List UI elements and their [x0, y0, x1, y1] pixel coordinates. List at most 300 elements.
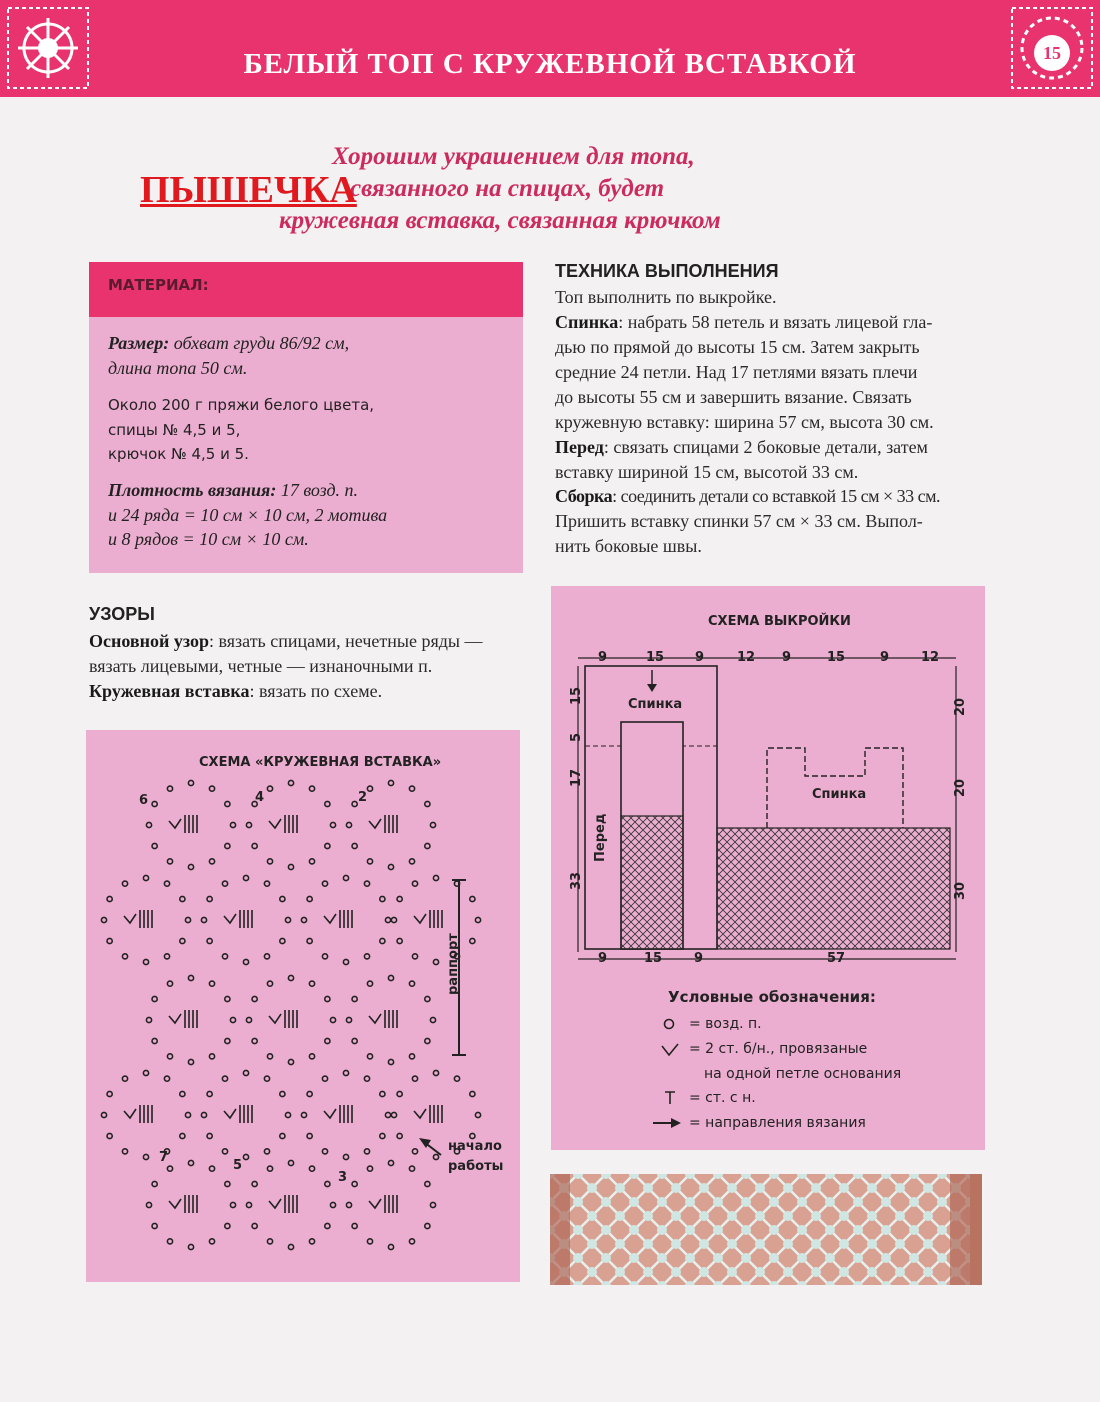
chain-stitch — [107, 1133, 112, 1138]
chain-stitch — [143, 959, 148, 964]
legend-item-dc: = ст. с н. — [689, 1090, 756, 1106]
technique-line-1: Топ выполнить по выкройке. — [555, 287, 777, 307]
chain-stitch — [433, 959, 438, 964]
chain-stitch — [391, 917, 396, 922]
chain-stitch — [470, 896, 475, 901]
chain-stitch — [152, 1181, 157, 1186]
chain-stitch — [180, 1091, 185, 1096]
chain-stitch — [409, 786, 414, 791]
chain-stitch — [209, 1239, 214, 1244]
right-dim: 20 — [953, 697, 968, 716]
chain-stitch — [367, 786, 372, 791]
chain-stitch — [470, 1133, 475, 1138]
chain-stitch — [188, 864, 193, 869]
chain-stitch — [267, 1166, 272, 1171]
technique-line-9 — [555, 486, 940, 507]
chain-stitch — [246, 1017, 251, 1022]
chain-stitch — [346, 822, 351, 827]
chain-stitch — [152, 801, 157, 806]
bottom-dim: 15 — [644, 951, 663, 966]
chain-stitch — [280, 896, 285, 901]
legend-item-sc: = 2 ст. б/н., провязаные — [689, 1041, 868, 1057]
right-dim: 30 — [953, 881, 968, 900]
chain-stitch — [285, 1112, 290, 1117]
material-density-2: и 24 ряда = 10 см × 10 см, 2 мотива — [108, 505, 388, 525]
chain-stitch — [352, 1181, 357, 1186]
chain-stitch — [388, 1244, 393, 1249]
patterns-title: УЗОРЫ — [89, 604, 155, 624]
chain-stitch — [285, 917, 290, 922]
chain-stitch — [364, 881, 369, 886]
top-dim: 9 — [598, 650, 608, 665]
chain-stitch — [325, 801, 330, 806]
left-dim: 15 — [569, 686, 584, 705]
chain-stitch — [380, 1133, 385, 1138]
left-dim: 33 — [569, 871, 584, 890]
chain-stitch — [188, 1244, 193, 1249]
chain-stitch — [288, 975, 293, 980]
chain-stitch — [322, 954, 327, 959]
chain-stitch — [225, 843, 230, 848]
lace-label: Кружевная вставка — [89, 681, 250, 701]
left-dim: 5 — [569, 732, 584, 742]
technique-line-11: нить боковые швы. — [555, 536, 702, 556]
chain-stitch — [343, 875, 348, 880]
chain-stitch — [143, 1154, 148, 1159]
chain-stitch — [388, 864, 393, 869]
chain-stitch — [325, 996, 330, 1001]
top-dim: 9 — [695, 650, 705, 665]
chain-stitch — [391, 1112, 396, 1117]
chain-stitch — [475, 1112, 480, 1117]
front-label: Перед — [555, 437, 604, 457]
technique-line-5: до высоты 55 см и завершить вязание. Связать — [555, 387, 912, 407]
chain-stitch — [454, 1076, 459, 1081]
chain-stitch — [146, 822, 151, 827]
chain-stitch — [152, 1223, 157, 1228]
density-label: Плотность вязания: — [108, 480, 277, 500]
pattern-scheme-title: СХЕМА ВЫКРОЙКИ — [708, 614, 851, 629]
top-dim: 9 — [782, 650, 792, 665]
technique-line-2 — [555, 312, 932, 333]
chain-stitch — [288, 780, 293, 785]
chain-stitch — [425, 1223, 430, 1228]
sc-symbol — [414, 1109, 426, 1118]
lace-chart-diagram — [86, 730, 520, 1282]
sc-symbol — [124, 914, 136, 923]
chain-stitch — [222, 954, 227, 959]
chain-stitch — [209, 1166, 214, 1171]
chain-stitch — [430, 822, 435, 827]
chain-stitch — [330, 1017, 335, 1022]
patterns-main-line1 — [89, 631, 483, 652]
chain-stitch — [201, 1112, 206, 1117]
technique-line-3: дью по прямой до высоты 15 см. Затем закрыть — [555, 337, 920, 357]
chain-stitch — [225, 1181, 230, 1186]
bottom-dim: 9 — [598, 951, 608, 966]
sc-symbol — [269, 819, 281, 828]
chain-stitch — [330, 1202, 335, 1207]
chain-stitch — [207, 896, 212, 901]
chain-stitch — [267, 786, 272, 791]
chain-stitch — [164, 954, 169, 959]
patterns-lace-line — [89, 681, 382, 702]
chain-stitch — [201, 917, 206, 922]
chain-stitch — [352, 843, 357, 848]
chain-stitch — [164, 881, 169, 886]
legend-title: Условные обозначения: — [668, 988, 876, 1006]
chain-stitch — [243, 1154, 248, 1159]
chain-stitch — [122, 954, 127, 959]
chain-stitch — [352, 801, 357, 806]
intro-line-2: связанного на спицах, будет — [350, 175, 665, 202]
chain-stitch — [188, 780, 193, 785]
start-label-2: работы — [448, 1159, 504, 1174]
size-label: Размер: — [108, 333, 170, 353]
chain-stitch — [146, 1017, 151, 1022]
chain-stitch — [309, 1239, 314, 1244]
chain-stitch — [325, 1038, 330, 1043]
chain-stitch — [225, 1038, 230, 1043]
chain-stitch — [209, 1054, 214, 1059]
chain-stitch — [225, 801, 230, 806]
chain-stitch — [188, 975, 193, 980]
chain-stitch — [122, 1076, 127, 1081]
chain-stitch — [267, 1239, 272, 1244]
chain-stitch — [222, 881, 227, 886]
chain-stitch — [309, 1166, 314, 1171]
chain-stitch — [301, 1112, 306, 1117]
chain-stitch — [222, 1149, 227, 1154]
chain-stitch — [280, 1091, 285, 1096]
chain-stitch — [143, 875, 148, 880]
chain-stitch — [152, 843, 157, 848]
row-number: 3 — [338, 1170, 348, 1185]
chain-stitch — [388, 780, 393, 785]
technique-line-6: кружевную вставку: ширина 57 см, высота 30 см. — [555, 412, 934, 432]
technique-line-10: Пришить вставку спинки 57 см × 33 см. Выпол- — [555, 511, 923, 531]
label-back-top: Спинка — [628, 697, 683, 712]
chain-stitch — [230, 1017, 235, 1022]
sc-symbol — [269, 1199, 281, 1208]
sc-symbol — [169, 819, 181, 828]
right-dim: 20 — [953, 778, 968, 797]
chain-stitch — [122, 1149, 127, 1154]
start-label-1: начало — [448, 1139, 502, 1154]
left-dim: 17 — [569, 768, 584, 787]
chain-stitch — [330, 822, 335, 827]
chain-stitch — [252, 996, 257, 1001]
chain-stitch — [301, 917, 306, 922]
legend-item-direction: = направления вязания — [689, 1115, 866, 1131]
row-number: 6 — [139, 793, 149, 808]
chain-stitch — [425, 843, 430, 848]
intro-line-3: кружевная вставка, связанная крючком — [279, 207, 721, 234]
chain-stitch — [267, 859, 272, 864]
chain-stitch — [167, 786, 172, 791]
chain-stitch — [167, 1166, 172, 1171]
chain-stitch — [288, 1160, 293, 1165]
chain-stitch — [397, 1133, 402, 1138]
bottom-dim: 57 — [827, 951, 846, 966]
chain-stitch — [107, 896, 112, 901]
chain-stitch — [222, 1076, 227, 1081]
chain-stitch — [307, 1133, 312, 1138]
chain-stitch — [309, 1054, 314, 1059]
chain-stitch — [409, 859, 414, 864]
chain-stitch — [409, 1166, 414, 1171]
back-label: Спинка — [555, 312, 619, 332]
chain-stitch — [209, 786, 214, 791]
chain-stitch — [264, 881, 269, 886]
chain-stitch — [107, 938, 112, 943]
chain-stitch — [280, 938, 285, 943]
sc-symbol — [224, 914, 236, 923]
sc-symbol — [269, 1014, 281, 1023]
chain-stitch — [101, 1112, 106, 1117]
chain-stitch — [388, 975, 393, 980]
chain-stitch — [433, 1070, 438, 1075]
chain-stitch — [180, 896, 185, 901]
chain-stitch — [288, 864, 293, 869]
chain-stitch — [146, 1202, 151, 1207]
technique-line-4: средние 24 петли. Над 17 петлями вязать плечи — [555, 362, 918, 382]
chain-stitch — [167, 1054, 172, 1059]
label-front: Перед — [593, 813, 608, 862]
density-value: 17 возд. п. — [280, 480, 359, 500]
chain-stitch — [143, 1070, 148, 1075]
chain-stitch — [107, 1091, 112, 1096]
chain-stitch — [252, 1181, 257, 1186]
top-dim: 9 — [880, 650, 890, 665]
row-number: 2 — [358, 790, 368, 805]
chain-stitch — [322, 1076, 327, 1081]
row-number: 4 — [255, 790, 265, 805]
chain-stitch — [433, 875, 438, 880]
sc-symbol — [414, 914, 426, 923]
chain-stitch — [152, 1038, 157, 1043]
chain-stitch — [425, 1181, 430, 1186]
chain-stitch — [307, 896, 312, 901]
chain-stitch — [409, 1054, 414, 1059]
lace-photo — [550, 1174, 982, 1285]
chain-stitch — [164, 1076, 169, 1081]
chain-stitch — [180, 1133, 185, 1138]
chain-stitch — [185, 917, 190, 922]
page-number: 15 — [1034, 35, 1070, 71]
top-dim: 12 — [921, 650, 940, 665]
chain-stitch — [346, 1202, 351, 1207]
chain-stitch — [380, 938, 385, 943]
chain-stitch — [397, 896, 402, 901]
top-dim: 15 — [827, 650, 846, 665]
material-size — [108, 333, 349, 354]
chain-stitch — [388, 1160, 393, 1165]
chain-stitch — [380, 896, 385, 901]
chain-stitch — [325, 843, 330, 848]
chain-stitch — [101, 917, 106, 922]
row-number: 5 — [233, 1158, 243, 1173]
chain-stitch — [225, 996, 230, 1001]
chain-stitch — [243, 1070, 248, 1075]
chain-stitch — [430, 1202, 435, 1207]
chain-stitch — [252, 1223, 257, 1228]
assembly-label: Сборка — [555, 486, 613, 506]
chain-stitch — [409, 1239, 414, 1244]
chain-stitch — [252, 843, 257, 848]
lace-chart-title: СХЕМА «КРУЖЕВНАЯ ВСТАВКА» — [199, 755, 442, 770]
chain-stitch — [267, 981, 272, 986]
chain-stitch — [322, 881, 327, 886]
chain-stitch — [288, 1059, 293, 1064]
chain-stitch — [230, 822, 235, 827]
chain-stitch — [352, 1038, 357, 1043]
lace-text: : вязать по схеме. — [249, 681, 383, 701]
chain-stitch — [264, 954, 269, 959]
chain-stitch — [207, 1133, 212, 1138]
material-yarn-3: крючок № 4,5 и 5. — [108, 445, 249, 463]
sc-symbol — [369, 819, 381, 828]
chain-stitch — [352, 996, 357, 1001]
page-title: БЕЛЫЙ ТОП С КРУЖЕВНОЙ ВСТАВКОЙ — [243, 48, 857, 80]
chain-stitch — [470, 938, 475, 943]
watermark-stamp: ПЫШЕЧКА — [140, 169, 357, 211]
sc-symbol — [324, 914, 336, 923]
chain-stitch — [167, 859, 172, 864]
chain-stitch — [475, 917, 480, 922]
chain-stitch — [180, 938, 185, 943]
chain-stitch — [409, 981, 414, 986]
top-dim: 12 — [737, 650, 756, 665]
chain-stitch — [122, 881, 127, 886]
chain-stitch — [152, 996, 157, 1001]
technique-line-8: вставку шириной 15 см, высотой 33 см. — [555, 462, 859, 482]
size-value: обхват груди 86/92 см, — [173, 333, 350, 353]
chain-stitch — [367, 1239, 372, 1244]
main-pattern-label: Основной узор — [89, 631, 210, 651]
label-back-right: Спинка — [812, 787, 867, 802]
chain-stitch — [209, 981, 214, 986]
chain-stitch — [364, 1149, 369, 1154]
chain-stitch — [412, 1076, 417, 1081]
chain-stitch — [388, 1059, 393, 1064]
material-density-3: и 8 рядов = 10 см × 10 см. — [108, 529, 309, 549]
chain-stitch — [188, 1059, 193, 1064]
chain-stitch — [385, 917, 390, 922]
chain-stitch — [367, 859, 372, 864]
chain-stitch — [243, 959, 248, 964]
chain-stitch — [412, 1149, 417, 1154]
intro-line-1: Хорошим украшением для топа, — [332, 143, 695, 170]
chain-stitch — [307, 938, 312, 943]
patterns-main-line2: вязать лицевыми, четные — изнаночными п. — [89, 656, 433, 676]
chain-stitch — [185, 1112, 190, 1117]
technique-line-7 — [555, 437, 928, 458]
chain-stitch — [385, 1112, 390, 1117]
chain-stitch — [288, 1244, 293, 1249]
chain-stitch — [225, 1223, 230, 1228]
chain-stitch — [364, 1076, 369, 1081]
chain-stitch — [425, 801, 430, 806]
chain-stitch — [246, 822, 251, 827]
bottom-dim: 9 — [694, 951, 704, 966]
chain-stitch — [425, 1038, 430, 1043]
chain-stitch — [397, 1091, 402, 1096]
chain-stitch — [367, 1054, 372, 1059]
sc-symbol — [369, 1199, 381, 1208]
chain-stitch — [412, 954, 417, 959]
sc-symbol — [224, 1109, 236, 1118]
chain-stitch — [343, 1070, 348, 1075]
sc-symbol — [324, 1109, 336, 1118]
material-title: МАТЕРИАЛ: — [108, 276, 209, 294]
material-yarn-2: спицы № 4,5 и 5, — [108, 421, 241, 439]
chain-stitch — [367, 981, 372, 986]
chain-stitch — [243, 875, 248, 880]
chain-stitch — [264, 1076, 269, 1081]
chain-stitch — [380, 1091, 385, 1096]
chain-stitch — [346, 1017, 351, 1022]
chain-stitch — [364, 954, 369, 959]
chain-stitch — [280, 1133, 285, 1138]
chain-stitch — [309, 786, 314, 791]
chain-stitch — [352, 1223, 357, 1228]
chain-stitch — [246, 1202, 251, 1207]
chain-stitch — [309, 981, 314, 986]
sc-symbol — [169, 1014, 181, 1023]
material-density — [108, 480, 358, 501]
row-number: 7 — [159, 1150, 169, 1165]
chain-stitch — [343, 959, 348, 964]
chain-stitch — [425, 996, 430, 1001]
chain-stitch — [207, 938, 212, 943]
chain-stitch — [207, 1091, 212, 1096]
chain-stitch — [188, 1160, 193, 1165]
legend-item-sc-2: на одной петле основания — [704, 1066, 902, 1082]
material-size-line2: длина топа 50 см. — [108, 358, 248, 378]
material-yarn-1: Около 200 г пряжи белого цвета, — [108, 396, 375, 414]
chain-stitch — [267, 1054, 272, 1059]
chain-stitch — [209, 859, 214, 864]
sc-symbol — [169, 1199, 181, 1208]
chain-stitch — [325, 1223, 330, 1228]
repeat-label: раппорт — [446, 933, 461, 995]
chain-stitch — [264, 1149, 269, 1154]
sc-symbol — [369, 1014, 381, 1023]
chain-stitch — [433, 1154, 438, 1159]
chain-stitch — [167, 1239, 172, 1244]
chain-stitch — [412, 881, 417, 886]
chain-stitch — [367, 1166, 372, 1171]
chain-stitch — [309, 859, 314, 864]
technique-assembly-text: : соединить детали со вставкой 15 см × 33 см. — [612, 486, 941, 506]
chain-stitch — [397, 938, 402, 943]
chain-stitch — [252, 1038, 257, 1043]
chain-stitch — [167, 981, 172, 986]
chain-stitch — [430, 1017, 435, 1022]
sc-symbol — [124, 1109, 136, 1118]
legend-item-chain: = возд. п. — [689, 1016, 762, 1032]
chain-stitch — [307, 1091, 312, 1096]
technique-front-text: : связать спицами 2 боковые детали, затем — [603, 437, 928, 457]
technique-title: ТЕХНИКА ВЫПОЛНЕНИЯ — [555, 261, 779, 281]
chain-stitch — [230, 1202, 235, 1207]
top-dim: 15 — [646, 650, 665, 665]
technique-back-text: : набрать 58 петель и вязать лицевой гла- — [618, 312, 933, 332]
chain-stitch — [343, 1154, 348, 1159]
chain-stitch — [325, 1181, 330, 1186]
chain-stitch — [470, 1091, 475, 1096]
